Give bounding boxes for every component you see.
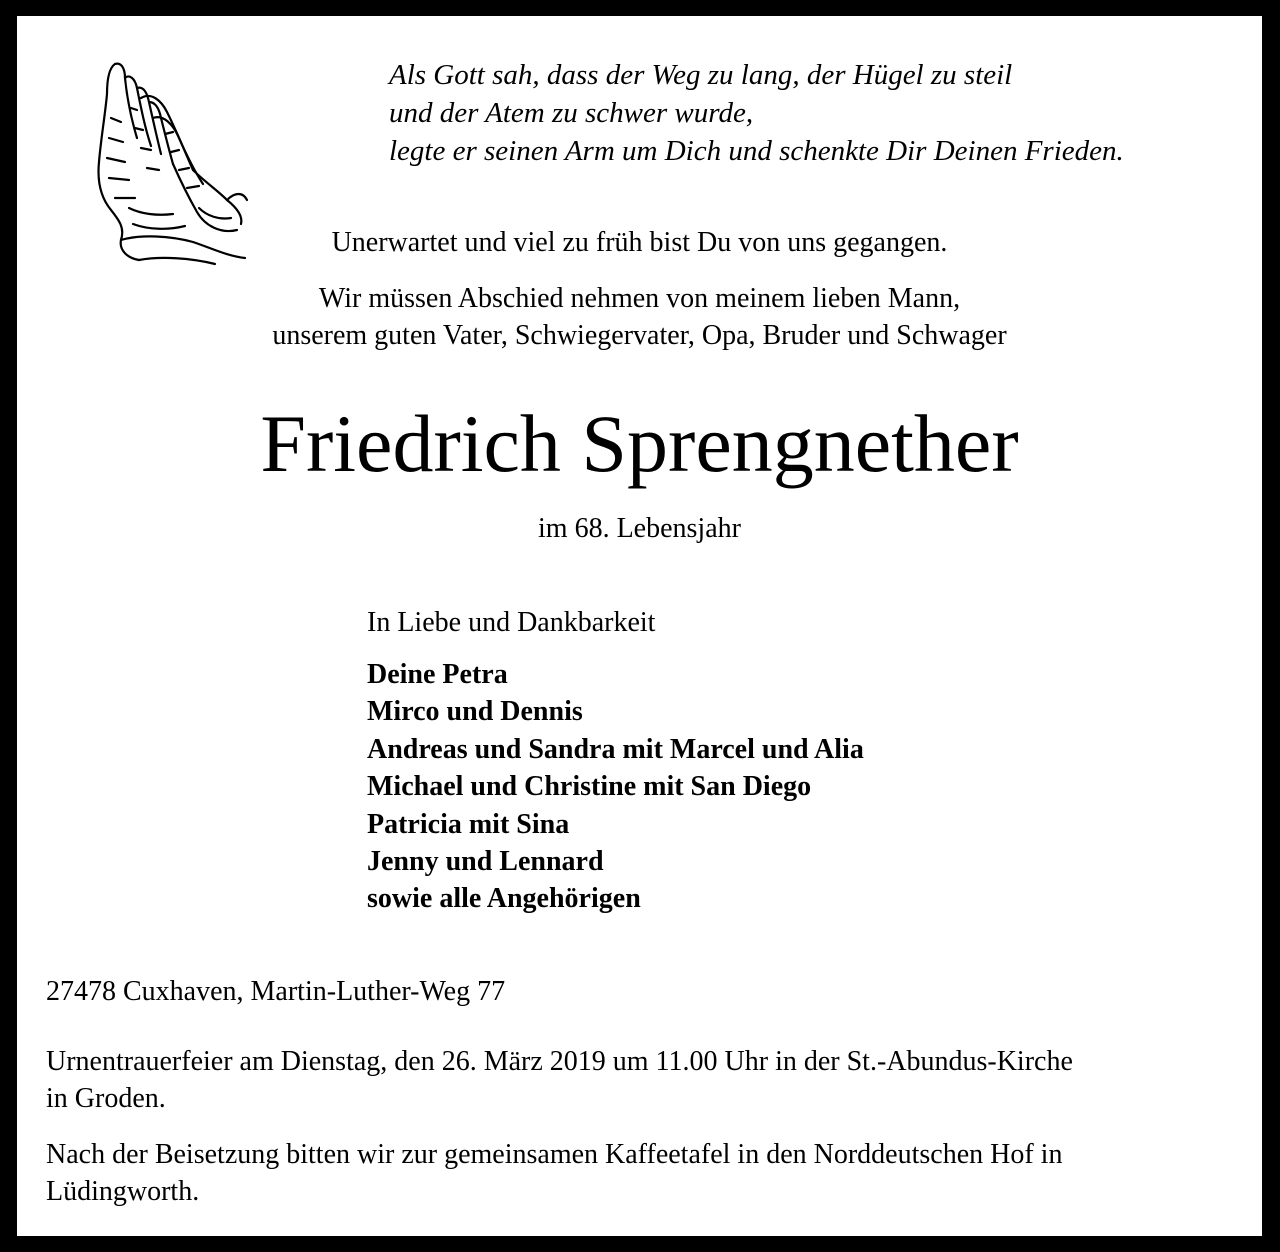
family-list	[367, 656, 864, 918]
family-heading: In Liebe und Dankbarkeit	[367, 607, 656, 638]
verse	[389, 56, 1124, 170]
family-member: sowie alle Angehörigen	[367, 883, 641, 915]
farewell-text	[17, 280, 1262, 354]
farewell-line: Wir müssen Abschied nehmen von meinem lieben Mann,	[318, 283, 961, 314]
family-member: Jenny und Lennard	[367, 846, 604, 878]
family-member: Patricia mit Sina	[367, 808, 570, 840]
family-member: Mirco und Dennis	[367, 696, 583, 728]
age-text: im 68. Lebensjahr	[538, 513, 741, 544]
verse-line: Als Gott sah, dass der Weg zu lang, der Hügel zu steil	[389, 59, 1013, 91]
intro-text: Unerwartet und viel zu früh bist Du von uns gegangen.	[331, 227, 948, 258]
verse-line: legte er seinen Arm um Dich und schenkte Dir Deinen Frieden.	[389, 135, 1124, 167]
farewell-line: unserem guten Vater, Schwiegervater, Opa, Bruder und Schwager	[272, 320, 1007, 351]
family-member: Deine Petra	[367, 659, 508, 690]
ceremony-info	[46, 1043, 1073, 1117]
reception-line: Lüdingworth.	[46, 1176, 200, 1207]
family-member: Andreas und Sandra mit Marcel und Alia	[367, 733, 864, 765]
deceased-name: Friedrich Sprengnether	[260, 398, 1019, 489]
reception-info	[46, 1136, 1062, 1210]
ceremony-line: in Groden.	[46, 1083, 166, 1114]
reception-line: Nach der Beisetzung bitten wir zur gemeinsamen Kaffeetafel in den Norddeutschen Hof in	[46, 1139, 1063, 1170]
ceremony-line: Urnentrauerfeier am Dienstag, den 26. März 2019 um 11.00 Uhr in der St.-Abundus-Kirche	[46, 1046, 1073, 1077]
obituary-notice	[17, 16, 1262, 1236]
address: 27478 Cuxhaven, Martin-Luther-Weg 77	[46, 976, 506, 1007]
family-member: Michael und Christine mit San Diego	[367, 771, 812, 803]
verse-line: und der Atem zu schwer wurde,	[389, 97, 754, 129]
